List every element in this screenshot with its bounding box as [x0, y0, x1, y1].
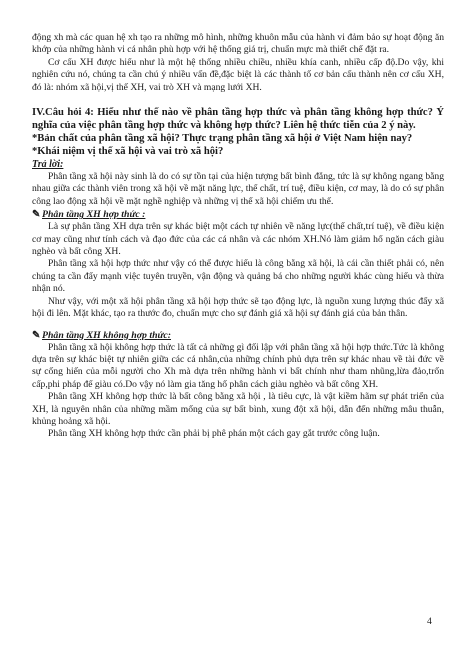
intro-paragraph-1: động xh mà các quan hệ xh tạo ra những mô hình, những khuôn mẫu của hành vi đảm bảo sự hoạt động ăn khớp của những hành vi cá nhân phù hợp với hệ thống giá trị, chuẩn mực mà thiết chế đặt ra. — [32, 32, 444, 56]
legit-paragraph-2: Phân tầng xã hội hợp thức như vậy có thể được hiểu là công bằng xã hội, là cái cần thiết phải có, nên chúng ta cần đẩy mạnh việc tuyên truyền, vận động và quảng bá cho những người khác cùng hiểu và thừa nhận nó. — [32, 258, 444, 295]
legit-stratification-heading — [32, 208, 444, 221]
intro-paragraph-2: Cơ cấu XH được hiểu như là một hệ thống nhiều chiều, nhiều khía canh, nhiều cấp độ.Do vậy, khi nghiên cứu nó, chúng ta cần chú ý nhiều vấn đề,đặc biệt là các thành tố cơ bản cấu thành nên cơ cấu XH, đó là: nhóm xã hội,vị thế XH, vai trò XH và mạng lưới XH. — [32, 56, 444, 93]
illegit-paragraph-2: Phân tầng XH không hợp thức là bất công bằng xã hội , là tiêu cực, là vật kiềm hãm sự phát triển của XH, là nguyên nhân của những mầm mống của sự bất bình, xung đột xã hội, dẫn đến những mâu thuẫn, khủng hoảng xã hội. — [32, 391, 444, 427]
illegit-paragraph-3: Phân tầng XH không hợp thức cần phải bị phê phán một cách gay gắt trước công luận. — [48, 428, 380, 440]
pencil-bullet-icon: ✎ — [32, 209, 41, 221]
illegit-paragraph-1: Phân tầng xã hội không hợp thức là tất cả những gì đối lập với phân tầng xã hội hợp thức.Tức là không dựa trên sự khác biệt tự nhiên giữa các cá nhân,của những chính phủ dựa trên sự khác nhau về tài đức về sự cống hiến của mỗi người cho Xh mà dựa trên những hành vi bất chính như tham nhũng,lừa đảo,trốn cấp,phi pháp để giàu có.Do vậy nó làm gia tăng hố phân cách giàu nghèo và bất công XH. — [32, 341, 444, 390]
legit-heading-text: Phân tầng XH hợp thức : — [42, 209, 146, 221]
answer-label: Trả lời: — [32, 159, 64, 171]
answer-intro-paragraph: Phân tầng xã hội này sinh là do có sự tồn tại của hiện tượng bất bình đẳng, tức là sự không ngang bằng nhau giữa các thành viên trong xã hội về mặt năng lực, thể chất, trí tuệ, điều kiện, cơ may, là do có sự phân công lao động xã hội về mặt nghề nghiệp và những vị thế xã hội chiếm ưu thế. — [32, 171, 444, 207]
legit-paragraph-1: Là sự phân tầng XH dựa trên sự khác biệt một cách tự nhiên về năng lực(thể chất,trí tuệ), về điều kiện cơ may cũng như tính cách và đạo đức của các cá nhân và các nhóm XH.Nó làm giảm hố ngăn cách giàu nghèo và bất công XH. — [32, 221, 444, 258]
illegit-stratification-heading — [32, 329, 444, 342]
pencil-bullet-icon: ✎ — [32, 329, 41, 341]
illegit-heading-text: Phân tầng XH không hợp thức: — [42, 329, 171, 341]
question-nature: *Bản chất của phân tầng xã hội? Thực trạng phân tầng xã hội ở Việt Nam hiện nay? — [32, 133, 413, 145]
question-status-role: *Khái niệm vị thế xã hội và vai trò xã hội? — [32, 146, 224, 158]
document-page — [32, 32, 444, 441]
page-number: 4 — [427, 616, 432, 627]
question-heading: IV.Câu hỏi 4: Hiểu như thế nào về phân tầng hợp thức và phân tầng không hợp thức? Ý nghĩa của việc phân tầng hợp thức và không hợp thức? Liên hệ thức tiễn của 2 ý này. — [32, 107, 444, 132]
legit-paragraph-3: Như vậy, với một xã hội phân tầng xã hội hợp thức sẽ tạo động lực, là nguồn xung lượng thúc đẩy xã hội đi lên. Mặt khác, tạo ra thước đo, chuẩn mực cho sự đánh giá xã hội sự đánh giá của bản thân. — [32, 295, 444, 320]
